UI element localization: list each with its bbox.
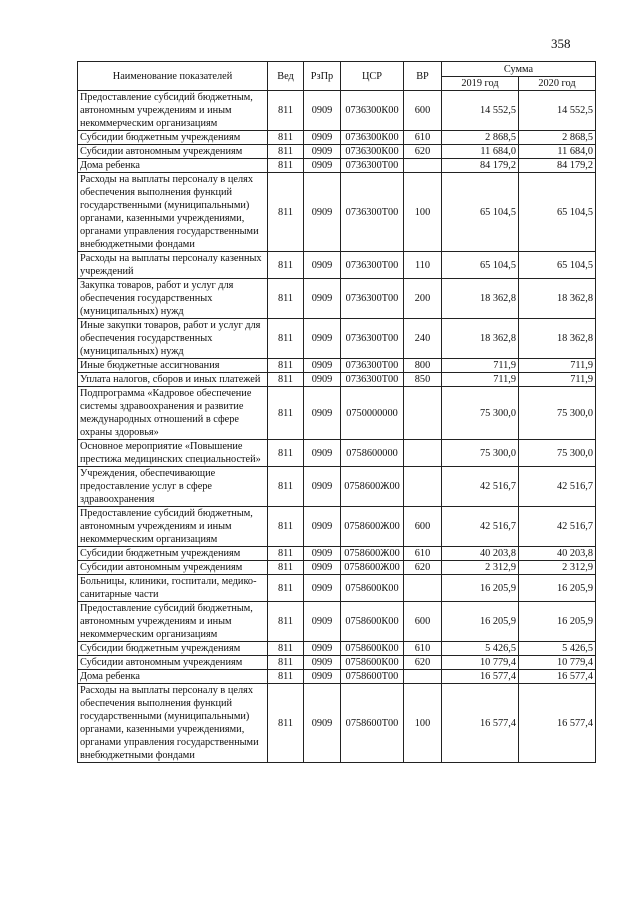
cell-csr: 0758600Т00 — [341, 670, 404, 684]
cell-ved: 811 — [268, 670, 304, 684]
cell-vr: 620 — [404, 656, 442, 670]
header-vr: ВР — [404, 62, 442, 91]
cell-name: Подпрограмма «Кадровое обеспечение системы здравоохранения и развитие международных отношений в сфере охраны здоровья» — [78, 387, 268, 440]
cell-2020: 16 577,4 — [519, 670, 596, 684]
cell-csr: 0736300Т00 — [341, 252, 404, 279]
cell-2020: 42 516,7 — [519, 507, 596, 547]
cell-2019: 42 516,7 — [442, 467, 519, 507]
cell-ved: 811 — [268, 507, 304, 547]
cell-name: Предоставление субсидий бюджетным, автономным учреждениям и иным некоммерческим организациям — [78, 91, 268, 131]
cell-2019: 2 312,9 — [442, 561, 519, 575]
cell-vr: 110 — [404, 252, 442, 279]
cell-2020: 18 362,8 — [519, 319, 596, 359]
cell-2020: 40 203,8 — [519, 547, 596, 561]
cell-rzpr: 0909 — [304, 656, 341, 670]
cell-ved: 811 — [268, 575, 304, 602]
header-ved: Вед — [268, 62, 304, 91]
cell-2019: 711,9 — [442, 359, 519, 373]
cell-2019: 2 868,5 — [442, 131, 519, 145]
cell-2019: 16 205,9 — [442, 575, 519, 602]
cell-2019: 711,9 — [442, 373, 519, 387]
cell-2019: 16 205,9 — [442, 602, 519, 642]
cell-csr: 0758600К00 — [341, 656, 404, 670]
cell-2020: 16 577,4 — [519, 684, 596, 763]
cell-2019: 65 104,5 — [442, 173, 519, 252]
cell-csr: 0736300Т00 — [341, 319, 404, 359]
table-row — [78, 91, 596, 131]
cell-2019: 75 300,0 — [442, 440, 519, 467]
cell-rzpr: 0909 — [304, 279, 341, 319]
cell-vr — [404, 467, 442, 507]
cell-rzpr: 0909 — [304, 145, 341, 159]
table-row — [78, 440, 596, 467]
cell-rzpr: 0909 — [304, 91, 341, 131]
cell-2020: 42 516,7 — [519, 467, 596, 507]
cell-name: Учреждения, обеспечивающие предоставление услуг в сфере здравоохранения — [78, 467, 268, 507]
table-row — [78, 359, 596, 373]
cell-name: Больницы, клиники, госпитали, медико-санитарные части — [78, 575, 268, 602]
cell-rzpr: 0909 — [304, 159, 341, 173]
header-csr: ЦСР — [341, 62, 404, 91]
cell-vr: 600 — [404, 91, 442, 131]
cell-csr: 0736300К00 — [341, 131, 404, 145]
cell-ved: 811 — [268, 173, 304, 252]
cell-2019: 5 426,5 — [442, 642, 519, 656]
cell-2020: 711,9 — [519, 373, 596, 387]
cell-ved: 811 — [268, 91, 304, 131]
cell-2019: 16 577,4 — [442, 670, 519, 684]
cell-vr — [404, 387, 442, 440]
cell-2019: 14 552,5 — [442, 91, 519, 131]
table-row — [78, 561, 596, 575]
table-row — [78, 602, 596, 642]
cell-ved: 811 — [268, 602, 304, 642]
cell-2020: 18 362,8 — [519, 279, 596, 319]
cell-csr: 0736300Т00 — [341, 373, 404, 387]
cell-csr: 0758600000 — [341, 440, 404, 467]
cell-2019: 16 577,4 — [442, 684, 519, 763]
cell-name: Субсидии бюджетным учреждениям — [78, 547, 268, 561]
cell-name: Предоставление субсидий бюджетным, автономным учреждениям и иным некоммерческим организациям — [78, 507, 268, 547]
cell-vr: 600 — [404, 507, 442, 547]
cell-vr: 600 — [404, 602, 442, 642]
table-body — [78, 91, 596, 763]
table-row — [78, 656, 596, 670]
cell-ved: 811 — [268, 656, 304, 670]
table-row — [78, 145, 596, 159]
table-row — [78, 684, 596, 763]
cell-2020: 84 179,2 — [519, 159, 596, 173]
cell-rzpr: 0909 — [304, 670, 341, 684]
cell-name: Дома ребенка — [78, 159, 268, 173]
cell-2019: 10 779,4 — [442, 656, 519, 670]
cell-csr: 0750000000 — [341, 387, 404, 440]
cell-name: Закупка товаров, работ и услуг для обеспечения государственных (муниципальных) нужд — [78, 279, 268, 319]
cell-vr — [404, 159, 442, 173]
cell-csr: 0736300Т00 — [341, 159, 404, 173]
cell-vr: 240 — [404, 319, 442, 359]
table-row — [78, 173, 596, 252]
cell-ved: 811 — [268, 145, 304, 159]
cell-name: Субсидии бюджетным учреждениям — [78, 131, 268, 145]
cell-2020: 11 684,0 — [519, 145, 596, 159]
cell-2020: 65 104,5 — [519, 173, 596, 252]
cell-ved: 811 — [268, 319, 304, 359]
cell-csr: 0758600К00 — [341, 575, 404, 602]
table-row — [78, 319, 596, 359]
budget-table — [77, 61, 596, 763]
cell-rzpr: 0909 — [304, 359, 341, 373]
cell-name: Субсидии автономным учреждениям — [78, 145, 268, 159]
cell-2020: 75 300,0 — [519, 387, 596, 440]
header-2020: 2020 год — [519, 77, 596, 91]
header-sum: Сумма — [442, 62, 596, 77]
cell-vr: 610 — [404, 131, 442, 145]
cell-csr: 0758600К00 — [341, 642, 404, 656]
cell-csr: 0758600Ж00 — [341, 561, 404, 575]
cell-rzpr: 0909 — [304, 684, 341, 763]
cell-name: Расходы на выплаты персоналу в целях обеспечения выполнения функций государственными (муниципальными) органами, казенными учреждениями, органами управления государственными внебюджетными фондами — [78, 684, 268, 763]
cell-ved: 811 — [268, 440, 304, 467]
table-row — [78, 507, 596, 547]
cell-csr: 0758600К00 — [341, 602, 404, 642]
cell-name: Иные бюджетные ассигнования — [78, 359, 268, 373]
cell-vr — [404, 440, 442, 467]
cell-name: Иные закупки товаров, работ и услуг для обеспечения государственных (муниципальных) нужд — [78, 319, 268, 359]
cell-vr: 850 — [404, 373, 442, 387]
cell-name: Расходы на выплаты персоналу в целях обеспечения выполнения функций государственными (муниципальными) органами, казенными учреждениями, органами управления государственными внебюджетными фондами — [78, 173, 268, 252]
table-row — [78, 131, 596, 145]
cell-2020: 711,9 — [519, 359, 596, 373]
cell-rzpr: 0909 — [304, 602, 341, 642]
cell-rzpr: 0909 — [304, 252, 341, 279]
table-row — [78, 547, 596, 561]
cell-csr: 0758600Ж00 — [341, 547, 404, 561]
cell-ved: 811 — [268, 561, 304, 575]
cell-name: Расходы на выплаты персоналу казенных учреждений — [78, 252, 268, 279]
cell-rzpr: 0909 — [304, 319, 341, 359]
cell-csr: 0736300Т00 — [341, 173, 404, 252]
table-row — [78, 279, 596, 319]
cell-2020: 75 300,0 — [519, 440, 596, 467]
cell-2020: 2 312,9 — [519, 561, 596, 575]
table-row — [78, 159, 596, 173]
cell-name: Основное мероприятие «Повышение престижа медицинских специальностей» — [78, 440, 268, 467]
cell-rzpr: 0909 — [304, 373, 341, 387]
cell-name: Уплата налогов, сборов и иных платежей — [78, 373, 268, 387]
cell-csr: 0758600Ж00 — [341, 467, 404, 507]
cell-2019: 18 362,8 — [442, 279, 519, 319]
cell-2020: 16 205,9 — [519, 575, 596, 602]
cell-2020: 14 552,5 — [519, 91, 596, 131]
cell-csr: 0736300К00 — [341, 145, 404, 159]
cell-vr: 100 — [404, 173, 442, 252]
cell-ved: 811 — [268, 547, 304, 561]
header-rzpr: РзПр — [304, 62, 341, 91]
cell-name: Субсидии автономным учреждениям — [78, 656, 268, 670]
cell-2020: 65 104,5 — [519, 252, 596, 279]
cell-rzpr: 0909 — [304, 575, 341, 602]
cell-rzpr: 0909 — [304, 642, 341, 656]
cell-csr: 0758600Ж00 — [341, 507, 404, 547]
table-row — [78, 387, 596, 440]
cell-ved: 811 — [268, 684, 304, 763]
table-row — [78, 467, 596, 507]
cell-rzpr: 0909 — [304, 440, 341, 467]
table-row — [78, 642, 596, 656]
cell-2019: 18 362,8 — [442, 319, 519, 359]
cell-rzpr: 0909 — [304, 467, 341, 507]
cell-2019: 84 179,2 — [442, 159, 519, 173]
cell-vr: 610 — [404, 642, 442, 656]
cell-2019: 42 516,7 — [442, 507, 519, 547]
cell-csr: 0758600Т00 — [341, 684, 404, 763]
cell-ved: 811 — [268, 279, 304, 319]
cell-csr: 0736300Т00 — [341, 359, 404, 373]
cell-vr — [404, 670, 442, 684]
cell-ved: 811 — [268, 642, 304, 656]
cell-vr: 610 — [404, 547, 442, 561]
cell-csr: 0736300Т00 — [341, 279, 404, 319]
cell-name: Предоставление субсидий бюджетным, автономным учреждениям и иным некоммерческим организациям — [78, 602, 268, 642]
cell-rzpr: 0909 — [304, 387, 341, 440]
cell-vr: 100 — [404, 684, 442, 763]
cell-rzpr: 0909 — [304, 507, 341, 547]
cell-2020: 2 868,5 — [519, 131, 596, 145]
header-name: Наименование показателей — [78, 62, 268, 91]
cell-2020: 10 779,4 — [519, 656, 596, 670]
cell-2019: 75 300,0 — [442, 387, 519, 440]
cell-vr: 620 — [404, 145, 442, 159]
cell-2019: 11 684,0 — [442, 145, 519, 159]
cell-name: Субсидии автономным учреждениям — [78, 561, 268, 575]
cell-ved: 811 — [268, 467, 304, 507]
cell-2020: 5 426,5 — [519, 642, 596, 656]
table-row — [78, 252, 596, 279]
cell-rzpr: 0909 — [304, 561, 341, 575]
cell-ved: 811 — [268, 359, 304, 373]
cell-2019: 65 104,5 — [442, 252, 519, 279]
cell-rzpr: 0909 — [304, 131, 341, 145]
cell-csr: 0736300К00 — [341, 91, 404, 131]
cell-vr: 620 — [404, 561, 442, 575]
header-2019: 2019 год — [442, 77, 519, 91]
table-row — [78, 575, 596, 602]
cell-rzpr: 0909 — [304, 547, 341, 561]
cell-2019: 40 203,8 — [442, 547, 519, 561]
cell-vr: 200 — [404, 279, 442, 319]
cell-ved: 811 — [268, 159, 304, 173]
page-number: 358 — [551, 36, 571, 51]
cell-name: Дома ребенка — [78, 670, 268, 684]
cell-vr: 800 — [404, 359, 442, 373]
cell-2020: 16 205,9 — [519, 602, 596, 642]
table-row — [78, 670, 596, 684]
cell-ved: 811 — [268, 131, 304, 145]
cell-ved: 811 — [268, 387, 304, 440]
cell-vr — [404, 575, 442, 602]
cell-ved: 811 — [268, 373, 304, 387]
cell-name: Субсидии бюджетным учреждениям — [78, 642, 268, 656]
cell-ved: 811 — [268, 252, 304, 279]
table-row — [78, 373, 596, 387]
cell-rzpr: 0909 — [304, 173, 341, 252]
